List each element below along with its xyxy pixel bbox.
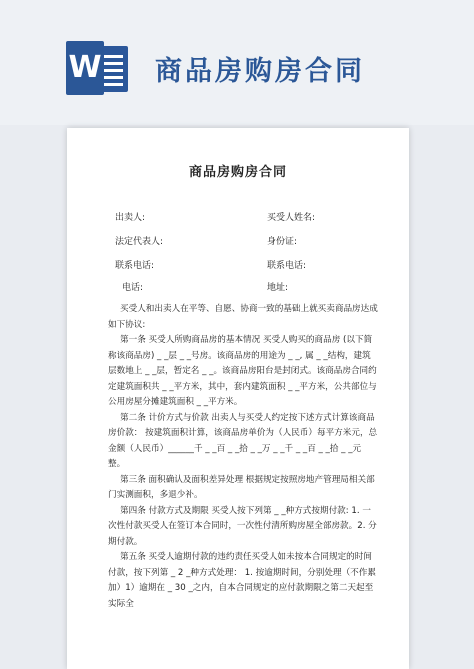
paragraph-article-4: 第四条 付款方式及期限 买受人按下列第 _ _种方式按期付款: 1. 一次性付款买受人在签订本合同时，一次性付清所购房屋全部房款。2. 分期付款。 bbox=[108, 505, 377, 547]
document-page bbox=[67, 128, 409, 669]
seller-label: 出卖人: bbox=[115, 213, 146, 223]
address-label: 地址: bbox=[267, 283, 289, 293]
phone-label-right: 联系电话: bbox=[267, 261, 307, 271]
paragraph-intro: 买受人和出卖人在平等、自愿、协商一致的基础上就买卖商品房达成如下协议: bbox=[108, 304, 378, 330]
header-banner bbox=[0, 0, 474, 125]
word-doc-icon bbox=[66, 41, 130, 95]
id-card-label: 身份证: bbox=[267, 237, 298, 247]
paragraph-article-5: 第五条 买受人逾期付款的违约责任买受人如未按本合同规定的时间付款，按下列第 _ 2 _种方式处理： 1. 按逾期时间，分别处理（不作累加）1）逾期在 _ 30 _之内，自本合同规定的应付款期限之第二天起至实际全 bbox=[108, 552, 376, 609]
phone-label-left: 联系电话: bbox=[115, 261, 155, 271]
paragraph-article-1: 第一条 买受人所购商品房的基本情况 买受人购买的商品房 (以下简称该商品房) _ _层 _ _号房。该商品房的用途为 _ _, 属 _ _结构，建筑层数地上 _ _层，暂定名 _ _。该商品房阳台是封闭式。该商品房合同约定建筑面积共 _ _平方米，其中，套内建筑面积 _ _平方米，公共部位与公用房屋分摊建筑面积 _ _平方米。 bbox=[108, 335, 377, 407]
document-title: 商品房购房合同 bbox=[188, 165, 287, 180]
banner-title: 商品房购房合同 bbox=[155, 56, 365, 87]
buyer-name-label: 买受人姓名: bbox=[267, 213, 316, 223]
paragraph-article-3: 第三条 面积确认及面积差异处理 根据规定按照房地产管理局相关部门实测面积，多退少补。 bbox=[108, 474, 375, 500]
contract-body bbox=[108, 302, 378, 612]
legal-rep-label: 法定代表人: bbox=[115, 237, 164, 247]
paragraph-article-2: 第二条 计价方式与价款 出卖人与买受人约定按下述方式计算该商品房价款： 按建筑面积计算，该商品房单价为（人民币）每平方米元，总金额（人民币）______千 _ _百 _ _拾 _ _万 _ _千 _ _百 _ _拾 _ _元整。 bbox=[108, 412, 378, 469]
phone2-label: 电话: bbox=[122, 283, 144, 293]
word-logo-letter: W bbox=[66, 41, 104, 95]
